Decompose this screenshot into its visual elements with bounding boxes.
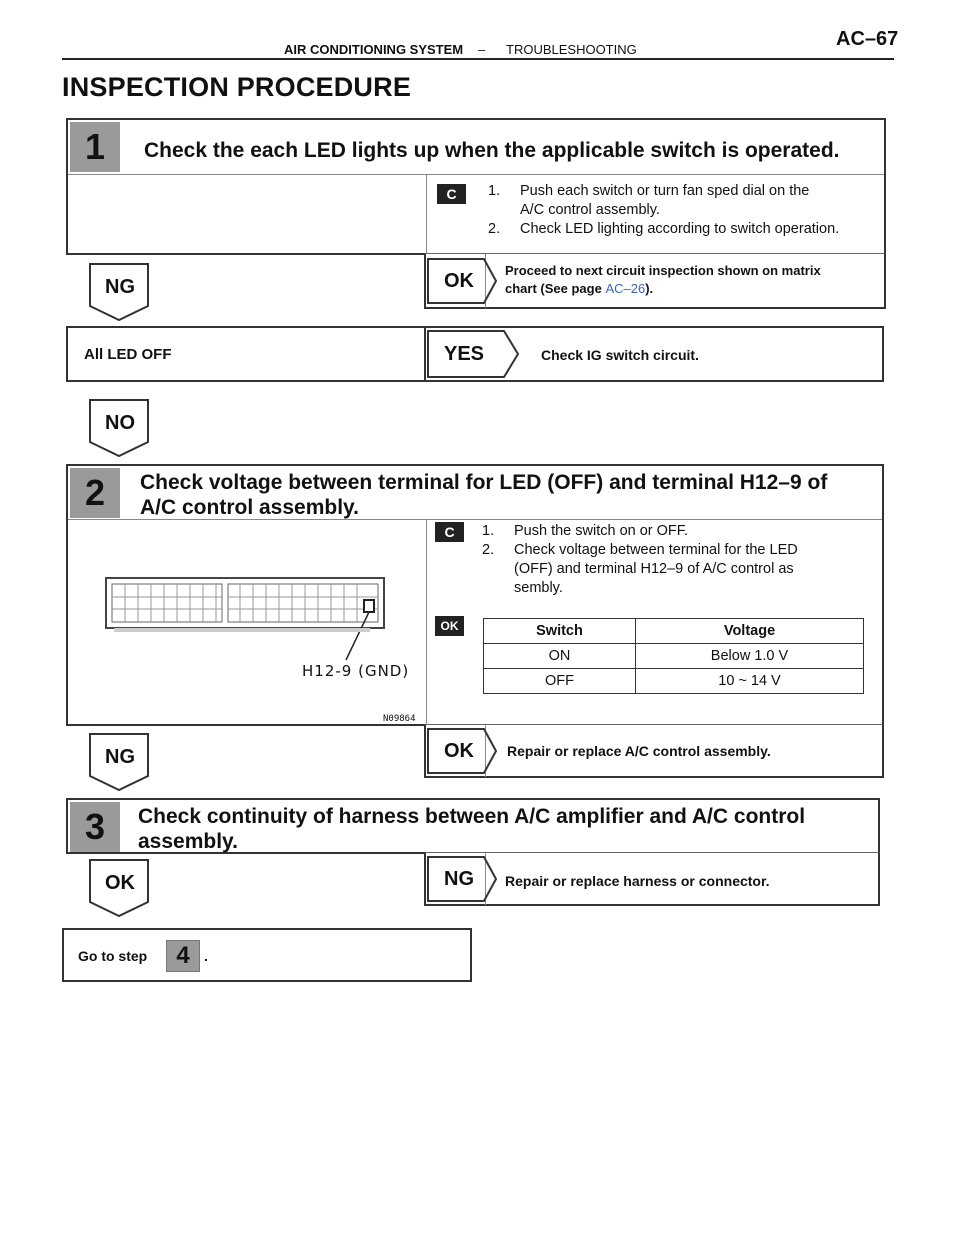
step3-box [66, 798, 880, 854]
voltage-table-header-switch: Switch [484, 619, 636, 644]
step1-ok-result [505, 262, 877, 298]
step1-ok-result-line1: Proceed to next circuit inspection shown on matrix [505, 263, 821, 278]
step1-proc1-num: 1. [488, 183, 501, 199]
step2-proc2-line2: (OFF) and terminal H12–9 of A/C control as [514, 561, 794, 577]
page-title: INSPECTION PROCEDURE [62, 72, 412, 102]
step2-proc2-line1: Check voltage between terminal for the LED [514, 542, 798, 558]
header-subsection: TROUBLESHOOTING [506, 42, 637, 57]
goto-suffix: . [204, 948, 208, 964]
header-rule [62, 58, 894, 60]
step1-proc2-line1: Check LED lighting according to switch operation. [520, 221, 840, 237]
step1-ng-tag: NG [105, 275, 135, 298]
led-yes-tag: YES [443, 342, 485, 365]
step2-title [140, 470, 880, 520]
voltage-table [483, 618, 864, 694]
step1-ok-result-line2-suffix: ). [645, 281, 654, 296]
step2-proc2-line3: sembly. [514, 580, 563, 596]
led-yes-result: Check IG switch circuit. [541, 347, 699, 363]
led-check-condition: All LED OFF [84, 346, 172, 363]
table-cell-switch: ON [484, 644, 636, 669]
step2-proc2-num: 2. [482, 542, 495, 558]
step1-ok-result-line2-prefix: chart (See page [505, 281, 606, 296]
step1-proc2-num: 2. [488, 221, 501, 237]
figure-code: N09864 [383, 714, 416, 724]
step2-number-badge [70, 468, 120, 518]
step3-number: 3 [84, 806, 106, 847]
step2-proc1-num: 1. [482, 523, 495, 539]
step2-ok-result: Repair or replace A/C control assembly. [507, 743, 771, 759]
step1-box [66, 118, 886, 255]
header-section: AIR CONDITIONING SYSTEM [284, 42, 464, 57]
step3-ng-tag: NG [444, 867, 474, 890]
table-cell-voltage: Below 1.0 V [636, 644, 864, 669]
connector-terminal-label: H12-9 (GND) [302, 662, 410, 680]
step1-proc1-line2: A/C control assembly. [520, 202, 660, 218]
goto-step-number: 4 [176, 942, 190, 969]
step1-proc1-line1: Push each switch or turn fan sped dial on the [520, 183, 810, 199]
step3-number-badge [70, 802, 120, 852]
step2-ng-tag: NG [105, 745, 135, 768]
step1-check-badge: C [437, 184, 466, 204]
step2-title-line2: A/C control assembly. [140, 496, 360, 519]
page-number: AC–67 [836, 28, 899, 50]
goto-step-badge[interactable] [166, 940, 200, 972]
step3-title-line2: assembly. [138, 830, 239, 853]
step2-ok-badge: OK [435, 616, 464, 636]
step3-ng-result: Repair or replace harness or connector. [505, 873, 770, 889]
step1-number-badge [70, 122, 120, 172]
step2-check-badge: C [435, 522, 464, 542]
step1-ok-tag: OK [444, 269, 474, 292]
table-cell-switch: OFF [484, 669, 636, 694]
led-no-tag: NO [105, 411, 135, 434]
table-row [484, 669, 864, 694]
step2-proc1-line1: Push the switch on or OFF. [514, 523, 689, 539]
step1-procedure [488, 182, 888, 239]
goto-text: Go to step [78, 948, 148, 964]
connector-diagram [100, 572, 400, 712]
step1-title: Check the each LED lights up when the applicable switch is operated. [144, 139, 840, 162]
step3-title-line1: Check continuity of harness between A/C amplifier and A/C control [138, 805, 806, 828]
step2-procedure [482, 522, 872, 598]
table-cell-voltage: 10 ~ 14 V [636, 669, 864, 694]
step2-title-line1: Check voltage between terminal for LED (OFF) and terminal H12–9 of [140, 471, 828, 494]
step1-page-link[interactable]: AC–26 [605, 281, 646, 296]
voltage-table-header [484, 619, 864, 644]
step2-number: 2 [84, 472, 106, 513]
header-separator: – [478, 42, 486, 57]
step3-title [138, 804, 878, 854]
voltage-table-header-voltage: Voltage [636, 619, 864, 644]
step1-number: 1 [84, 126, 106, 167]
step3-ok-tag: OK [105, 871, 135, 894]
table-row [484, 644, 864, 669]
step2-ok-tag: OK [444, 739, 474, 762]
